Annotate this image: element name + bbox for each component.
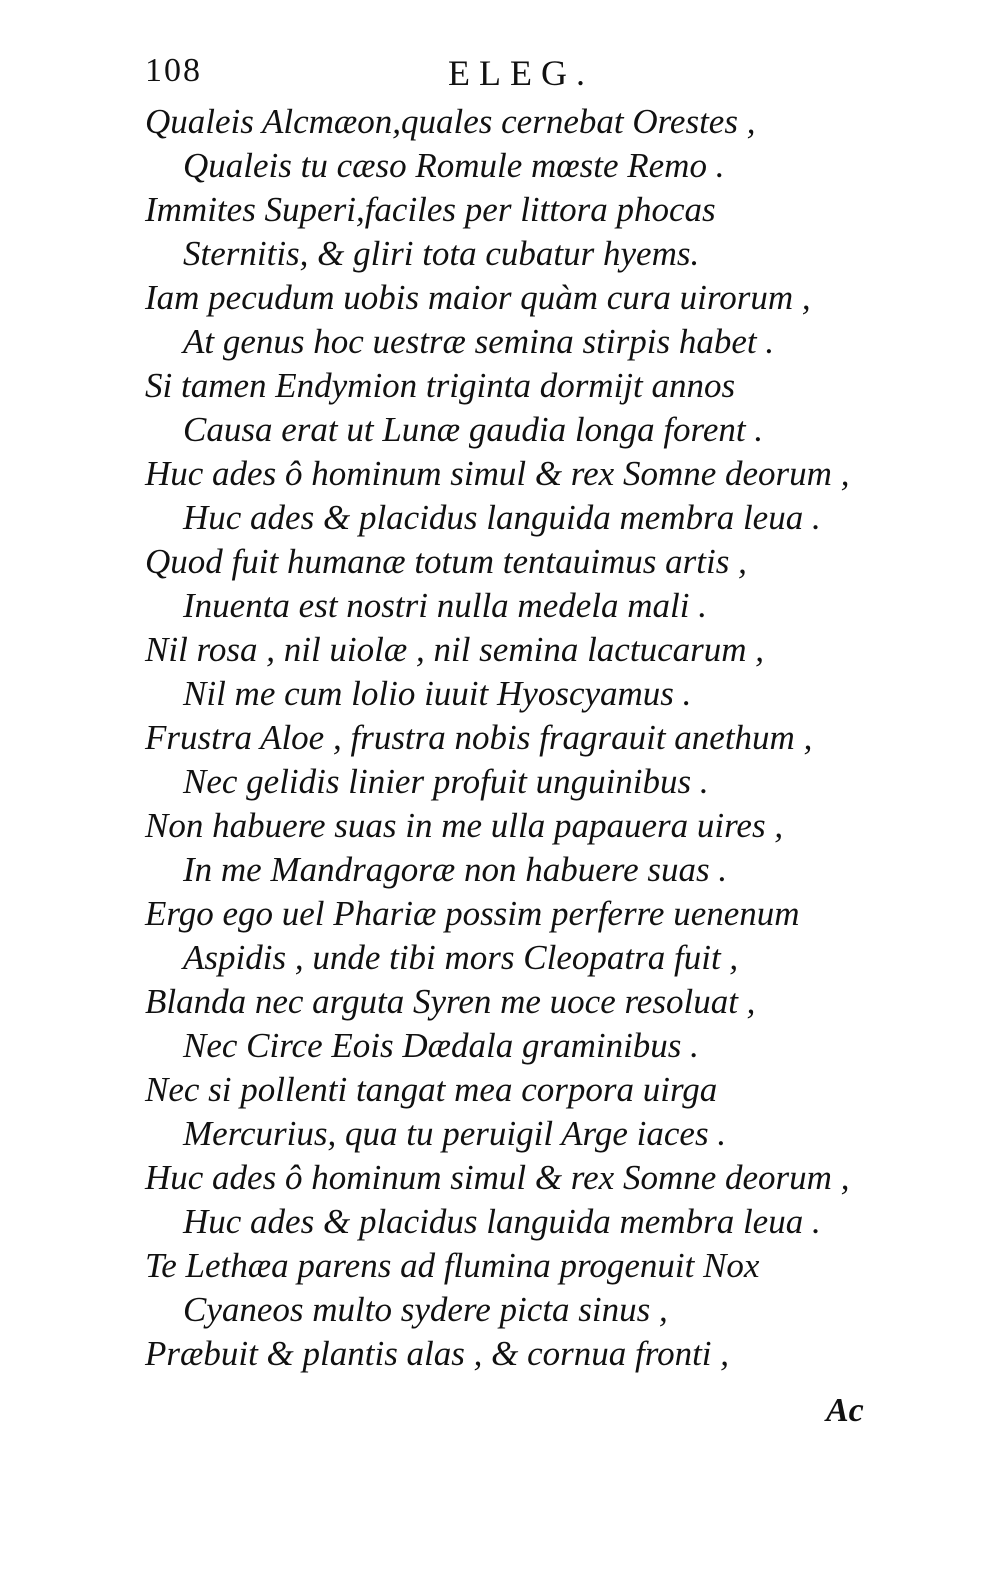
running-title: ELEG. bbox=[448, 53, 594, 93]
verse-line: In me Mandragoræ non habuere suas . bbox=[183, 850, 728, 889]
verse-line: Præbuit & plantis alas , & cornua fronti , bbox=[145, 1334, 730, 1373]
verse-line: Nec gelidis linier profuit unguinibus . bbox=[183, 762, 709, 801]
verse-line: Cyaneos multo sydere picta sinus , bbox=[183, 1290, 668, 1329]
verse-line: Mercurius, qua tu peruigil Arge iaces . bbox=[183, 1114, 727, 1153]
verse-line: Ergo ego uel Phariæ possim perferre uenenum bbox=[145, 894, 800, 933]
verse-line: Iam pecudum uobis maior quàm cura uirorum , bbox=[145, 278, 811, 317]
catchword: Ac bbox=[826, 1392, 864, 1429]
verse-line: Nec Circe Eois Dædala graminibus . bbox=[183, 1026, 699, 1065]
verse-line: Nil me cum lolio iuuit Hyoscyamus . bbox=[183, 674, 692, 713]
verse-line: Te Lethæa parens ad flumina progenuit Nox bbox=[145, 1246, 760, 1285]
verse-line: Huc ades & placidus languida membra leua . bbox=[183, 1202, 821, 1241]
verse-line: Aspidis , unde tibi mors Cleopatra fuit , bbox=[183, 938, 739, 977]
verse-line: Immites Superi,faciles per littora phocas bbox=[145, 190, 716, 229]
verse-line: Huc ades ô hominum simul & rex Somne deorum , bbox=[145, 1158, 850, 1197]
verse-line: Blanda nec arguta Syren me uoce resoluat , bbox=[145, 982, 756, 1021]
verse-line: Causa erat ut Lunæ gaudia longa forent . bbox=[183, 410, 764, 449]
verse-line: At genus hoc uestræ semina stirpis habet . bbox=[183, 322, 775, 361]
verse-line: Frustra Aloe , frustra nobis fragrauit anethum , bbox=[145, 718, 813, 757]
verse-line: Si tamen Endymion triginta dormijt annos bbox=[145, 366, 736, 405]
verse-line: Inuenta est nostri nulla medela mali . bbox=[183, 586, 707, 625]
verse-line: Nec si pollenti tangat mea corpora uirga bbox=[145, 1070, 718, 1109]
verse-line: Huc ades & placidus languida membra leua . bbox=[183, 498, 821, 537]
verse-line: Nil rosa , nil uiolæ , nil semina lactucarum , bbox=[145, 630, 764, 669]
verse-line: Qualeis Alcmæon,quales cernebat Orestes , bbox=[145, 102, 756, 141]
page-number: 108 bbox=[145, 52, 202, 89]
verse-line: Quod fuit humanæ totum tentauimus artis , bbox=[145, 542, 747, 581]
verse-line: Sternitis, & gliri tota cubatur hyems. bbox=[183, 234, 700, 273]
verse-line: Huc ades ô hominum simul & rex Somne deorum , bbox=[145, 454, 850, 493]
verse-line: Qualeis tu cæso Romule mœste Remo . bbox=[183, 146, 725, 185]
verse-line: Non habuere suas in me ulla papauera uires , bbox=[145, 806, 784, 845]
